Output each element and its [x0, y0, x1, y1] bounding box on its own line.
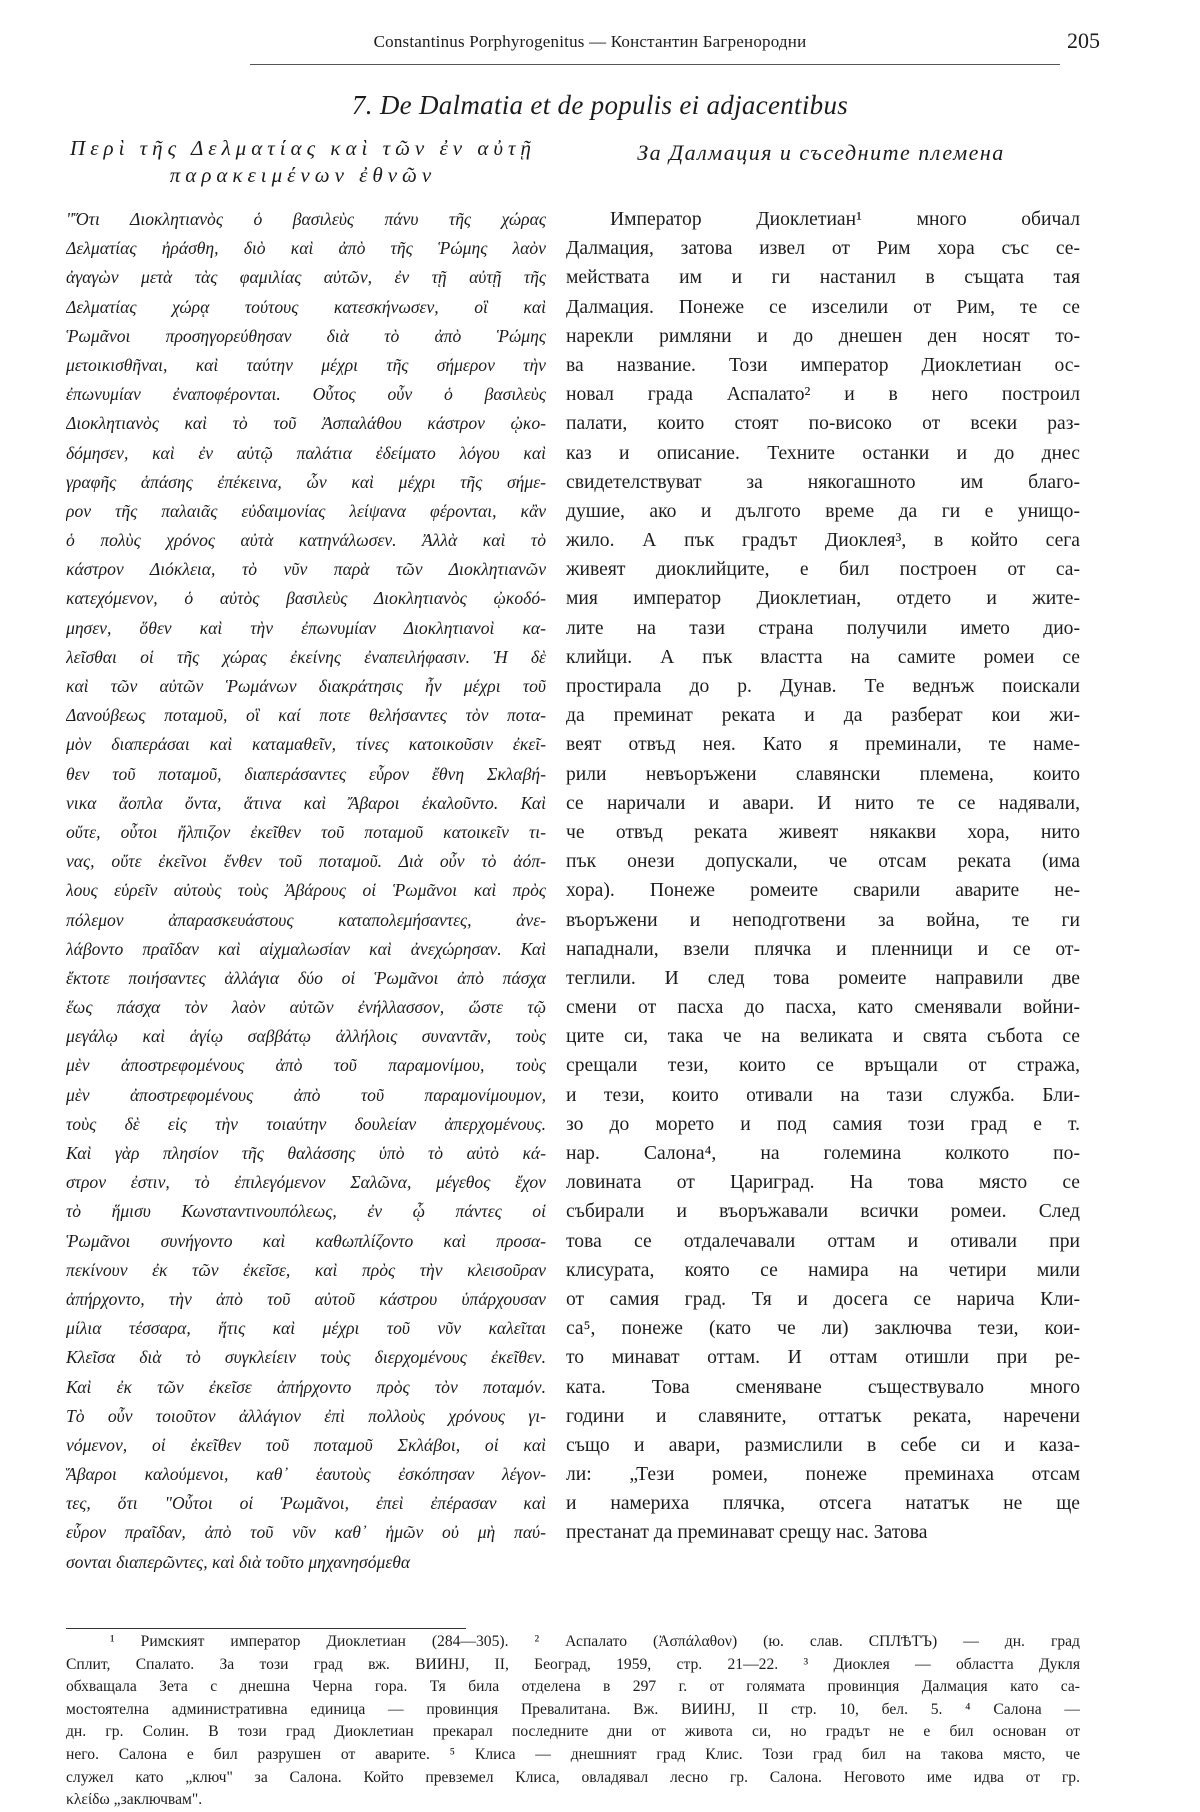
bulgarian-text-line: душие, ако и дългото време да ги е унищо- [566, 500, 1080, 522]
greek-text-line: μὸν διαπεράσαι καὶ καταμαθεῖν, τίνες κατοικοῦσιν ἐκεῖ- [66, 734, 546, 755]
bulgarian-text-line: ловината от Цариград. На това място се [566, 1172, 1080, 1194]
greek-text-line: κατεχόμενον, ὁ αὐτὸς βασιλεὺς Διοκλητιανὸς ᾠκοδό- [66, 588, 546, 609]
greek-text-line: νικα ἄοπλα ὄντα, ἅτινα καὶ Ἄβαροι ἐκαλοῦντο. Καὶ [66, 792, 546, 813]
bulgarian-text-line: ката. Това сменяване съществувало много [566, 1376, 1080, 1398]
greek-text-line: πόλεμον ἀπαρασκευάστους καταπολεμήσαντες, ἀνε- [66, 909, 546, 930]
bulgarian-text-line: клисурата, която се намира на четири мили [566, 1259, 1080, 1281]
greek-text-line: Κλεῖσα διὰ τὸ συγκλείειν τοὺς διερχομένους ἐκεῖθεν. [66, 1347, 546, 1368]
greek-text-line: τὸ ἥμισυ Κωνσταντινουπόλεως, ἐν ᾧ πάντες οἱ [66, 1201, 546, 1222]
page-number: 205 [1067, 28, 1100, 53]
bulgarian-text-line: въоръжени и неподготвени за война, те ги [566, 909, 1080, 931]
bulgarian-text-line: свидетелствуват за някогашното им благо- [566, 471, 1080, 493]
header-rule [250, 64, 1060, 65]
greek-text-line: καὶ τῶν αὐτῶν Ῥωμάνων διακράτησις ἦν μέχρι τοῦ [66, 676, 546, 696]
greek-text-line: Καὶ ἐκ τῶν ἐκεῖσε ἀπήρχοντο πρὸς τὸν ποταμόν. [66, 1376, 546, 1397]
bulgarian-text-line: това се отдалечавали оттам и отивали при [566, 1230, 1080, 1252]
bulgarian-text-line: също и авари, размислили в себе си и каза- [566, 1434, 1080, 1456]
greek-text-line: ἔκτοτε ποιήσαντες ἀλλάγια δύο οἱ Ῥωμᾶνοι ἀπὸ πάσχα [66, 967, 546, 988]
greek-text-line: μίλια τέσσαρα, ἥτις καὶ μέχρι τοῦ νῦν καλεῖται [66, 1318, 546, 1339]
bulgarian-text-line: и тези, които отивали на тази служба. Бли- [566, 1084, 1080, 1106]
greek-text-line: σονται διαπερῶντες, καὶ διὰ τοῦτο μηχανησόμεθα [66, 1551, 411, 1572]
greek-text-line: "Ὅτι Διοκλητιανὸς ὁ βασιλεὺς πάνυ τῆς χώρας [66, 209, 546, 229]
footnote-line: ¹ Римският император Диоклетиан (284—305). ² Аспалато (Ἀσπάλαθον) (ю. слав. СПЛѢТЪ) — дн. град [110, 1633, 1080, 1650]
bulgarian-text-line: каз и описание. Техните останки и до днес [566, 442, 1080, 464]
greek-text-line: ἐπωνυμίαν ἐναποφέρονται. Οὗτος οὖν ὁ βασιλεὺς [66, 384, 546, 405]
bulgarian-text-line: събирали и въоръжавали всички ромеи. След [566, 1201, 1080, 1223]
footnote-line: него. Салона е бил разрушен от аварите. ⁵ Клиса — днешният град Клис. Този град бил на такова място, че [66, 1745, 1080, 1763]
bulgarian-text-line: Император Диоклетиан¹ много обичал [610, 209, 1080, 230]
greek-section-title [60, 135, 546, 189]
greek-text-line: εὗρον πραῖδαν, ἀπὸ τοῦ νῦν καθ᾽ ἡμῶν οὐ μὴ παύ- [66, 1522, 546, 1543]
bulgarian-text-line: нар. Салона⁴, на големина колкото по- [566, 1143, 1080, 1164]
greek-text-line: Δελματίας χώρᾳ τούτους κατεσκήνωσεν, οἳ καὶ [66, 296, 546, 317]
greek-text-line: Δελματίας ἠράσθη, διὸ καὶ ἀπὸ τῆς Ῥώμης λαὸν [66, 238, 546, 259]
greek-text-line: λάβοντο πραῖδαν καὶ αἰχμαλωσίαν καὶ ἀνεχώρησαν. Καὶ [66, 938, 546, 959]
bulgarian-text-line: то минават оттам. И оттам отишли при ре- [566, 1347, 1080, 1369]
footnote-line: служел като „ключ" за Салона. Който превземел Клиса, овладявал лесно гр. Салона. Неговото име идва от гр. [66, 1768, 1080, 1786]
bulgarian-text-line: смени от пасха до пасха, като сменявали войни- [566, 997, 1080, 1019]
greek-text-line: ὁ πολὺς χρόνος αὐτὰ κατηνάλωσεν. Ἀλλὰ καὶ τὸ [66, 530, 546, 551]
footnote-line: обхващала Зета с днешна Черна гора. Тя била отделена в 297 г. от голямата провинция Далмация като са- [66, 1678, 1080, 1696]
greek-text-line: ρον τῆς παλαιᾶς εὐδαιμονίας λείψανα φέρονται, κἂν [66, 500, 546, 521]
footnote-line: Сплит, Спалато. За този град вж. ВИИНЈ, II, Београд, 1959, стр. 21—22. ³ Диоклея — областта Дукля [66, 1655, 1080, 1673]
chapter-title: 7. De Dalmatia et de populis ei adjacentibus [351, 90, 849, 120]
bulgarian-text-line: мия император Диоклетиан, отдето и жите- [566, 588, 1080, 610]
greek-text-line: μησεν, ὅθεν καὶ τὴν ἐπωνυμίαν Διοκλητιανοὶ κα- [66, 617, 546, 638]
bulgarian-text-column [566, 205, 1080, 1548]
bulgarian-text-line: срещали тези, които се връщали от стража, [566, 1055, 1080, 1077]
greek-text-line: λεῖσθαι οἱ τῆς χώρας ἐκείνης ἐναπειλήφασιν. Ἡ δὲ [66, 646, 546, 667]
greek-text-line: λους εὑρεῖν αὐτοὺς τοὺς Ἀβάρους οἱ Ῥωμᾶνοι καὶ πρὸς [66, 880, 546, 901]
greek-text-line: μετοικισθῆναι, καὶ ταύτην μέχρι τῆς σήμερον τὴν [66, 354, 546, 375]
greek-text-line: θεν τοῦ ποταμοῦ, διαπεράσαντες εὗρον ἔθνη Σκλαβή- [66, 763, 546, 784]
bulgarian-text-line: че отвъд реката живеят някакви хора, нито [566, 821, 1080, 843]
greek-text-line: Δανούβεως ποταμοῦ, οἳ καί ποτε θελήσαντες τὸν ποτα- [66, 705, 546, 726]
greek-text-line: ἀγαγὼν μετὰ τὰς φαμιλίας αὐτῶν, ἐν τῇ αὐτῇ τῆς [66, 267, 546, 288]
greek-title-line: παρακειμένων ἐθνῶν [169, 163, 437, 187]
bulgarian-text-line: се наричали и авари. И нито те се надявали, [566, 792, 1080, 814]
bulgarian-text-line: мействата им и ги настанил в същата тая [566, 267, 1080, 289]
bulgarian-text-line: Далмация, затова извел от Рим хора със се- [566, 238, 1080, 260]
footnote-line: κλείδω „заключвам". [66, 1791, 203, 1809]
greek-text-line: τοὺς δὲ εἰς τὴν τοιαύτην δουλείαν ἀπερχομένους. [66, 1113, 546, 1134]
bulgarian-text-line: от самия град. Тя и досега се нарича Кли- [566, 1288, 1080, 1310]
greek-text-line: μὲν ἀποστρεφομένους ἀπὸ τοῦ παραμονίμουμον, [66, 1084, 546, 1105]
bulgarian-text-line: престанат да преминават срещу нас. Затова [566, 1522, 928, 1544]
footnotes [66, 1631, 1080, 1812]
bulgarian-text-line: хора). Понеже ромеите сварили аварите не- [566, 880, 1080, 902]
greek-text-line: νόμενον, οἱ ἐκεῖθεν τοῦ ποταμοῦ Σκλάβοι, οἱ καὶ [66, 1434, 546, 1455]
bulgarian-text-line: клийци. А пък властта на самите ромеи се [566, 646, 1080, 668]
bulgarian-text-line: ва название. Този император Диоклетиан ос- [566, 354, 1080, 376]
bulgarian-section-title: За Далмация и съседните племена [637, 140, 1005, 165]
bulgarian-text-line: да преминат реката и да разберат кои жи- [566, 705, 1080, 727]
footnote-rule [66, 1628, 466, 1629]
bulgarian-text-line: новал града Аспалато² и в него построил [566, 384, 1080, 406]
bulgarian-text-line: и намериха плячка, отсега нататък не ще [566, 1493, 1080, 1515]
greek-text-line: στρον ἐστιν, τὸ ἐπιλεγόμενον Σαλῶνα, μέγεθος ἔχον [66, 1172, 546, 1193]
greek-text-line: κάστρον Διόκλεια, τὸ νῦν παρὰ τῶν Διοκλητιανῶν [66, 559, 546, 580]
bulgarian-text-line: пък онези допускали, че отсам реката (има [566, 851, 1080, 873]
bulgarian-text-line: веят отвъд нея. Като я преминали, те наме- [566, 734, 1080, 756]
bulgarian-text-line: рили невъоръжени славянски племена, които [566, 763, 1080, 785]
bulgarian-text-line: ли: „Тези ромеи, понеже преминаха отсам [566, 1464, 1080, 1486]
bulgarian-text-line: теглили. И след това ромеите направили две [566, 967, 1080, 989]
greek-title-line: Περὶ τῆς Δελματίας καὶ τῶν ἐν αὐτῇ [70, 136, 536, 160]
greek-text-line: μεγάλῳ καὶ ἁγίῳ σαββάτῳ ἀλλήλοις συναντᾶν, τοὺς [66, 1026, 546, 1047]
running-title: Constantinus Porphyrogenitus — Константин Багренородни [373, 32, 807, 51]
bulgarian-text-line: нападнали, взели плячка и пленници и се от- [566, 938, 1080, 960]
greek-text-line: γραφῆς ἁπάσης ἐπέκεινα, ὧν καὶ μέχρι τῆς σήμε- [66, 471, 546, 492]
bulgarian-text-line: са⁵, понеже (като че ли) заключва тези, кои- [566, 1318, 1080, 1340]
greek-text-line: ἕως πάσχα τὸν λαὸν αὐτῶν ἐνήλλασσον, ὥστε τῷ [66, 997, 546, 1018]
greek-text-line: πεκίνουν ἐκ τῶν ἐκεῖσε, καὶ πρὸς τὴν κλεισοῦραν [66, 1259, 546, 1280]
bulgarian-text-line: зо до морето и под самия този град е т. [566, 1113, 1080, 1135]
bulgarian-text-line: простирала до р. Дунав. Те веднъж поискали [566, 676, 1080, 697]
greek-text-line: οὔτε, οὗτοι ἤλπιζον ἐκεῖθεν τοῦ ποταμοῦ κατοικεῖν τι- [66, 821, 546, 842]
greek-text-line: Ἄβαροι καλούμενοι, καθ᾽ ἑαυτοὺς ἐσκόπησαν λέγον- [66, 1464, 546, 1485]
greek-text-line: ἀπήρχοντο, τὴν ἀπὸ τοῦ αὐτοῦ κάστρου ὑπάρχουσαν [66, 1288, 546, 1309]
bulgarian-text-line: нарекли римляни и до днешен ден носят то- [566, 325, 1080, 347]
greek-text-line: τες, ὅτι "Οὗτοι οἱ Ῥωμᾶνοι, ἐπεὶ ἐπέρασαν καὶ [66, 1493, 546, 1514]
bulgarian-text-line: жило. А пък градът Диоклея³, в който сега [566, 530, 1080, 552]
greek-text-column [66, 205, 546, 1577]
bulgarian-text-line: палати, които стоят по-високо от всеки раз- [566, 413, 1080, 435]
bulgarian-text-line: ците си, така че на великата и свята събота се [566, 1026, 1080, 1048]
greek-text-line: Τὸ οὖν τοιοῦτον ἀλλάγιον ἐπὶ πολλοὺς χρόνους γι- [66, 1405, 546, 1426]
page-header [80, 30, 1100, 70]
greek-text-line: Ῥωμᾶνοι συνήγοντο καὶ καθωπλίζοντο καὶ προσα- [66, 1230, 546, 1251]
greek-text-line: Ῥωμᾶνοι προσηγορεύθησαν διὰ τὸ ἀπὸ Ῥώμης [66, 325, 546, 346]
greek-text-line: δόμησεν, καὶ ἐν αὐτῷ παλάτια ἐδείματο λόγου καὶ [66, 442, 546, 463]
bulgarian-text-line: живеят диоклийците, е бил построен от са- [566, 559, 1080, 581]
footnote-line: мостоятелна административна единица — провинция Превалитана. Вж. ВИИНЈ, II стр. 10, бел. 5. ⁴ Салона — [66, 1700, 1080, 1718]
greek-text-line: Διοκλητιανὸς καὶ τὸ τοῦ Ἀσπαλάθου κάστρον ᾠκο- [66, 413, 546, 434]
bulgarian-text-line: години и славяните, оттатък реката, наречени [566, 1405, 1080, 1427]
bulgarian-text-line: Далмация. Понеже се изселили от Рим, те се [566, 296, 1080, 318]
greek-text-line: Καὶ γὰρ πλησίον τῆς θαλάσσης ὑπὸ τὸ αὐτὸ κά- [66, 1143, 546, 1163]
greek-text-line: νας, οὔτε ἐκεῖνοι ἔνθεν τοῦ ποταμοῦ. Διὰ οὖν τὸ ἀόπ- [66, 851, 546, 872]
footnote-line: дн. гр. Солин. В този град Диоклетиан прекарал последните дни от живота си, но градът не е бил основан от [66, 1723, 1080, 1741]
bulgarian-text-line: лите на тази страна получили името дио- [566, 617, 1080, 639]
greek-text-line: μὲν ἀποστρεφομένους ἀπὸ τοῦ παραμονίμου, τοὺς [66, 1055, 546, 1076]
